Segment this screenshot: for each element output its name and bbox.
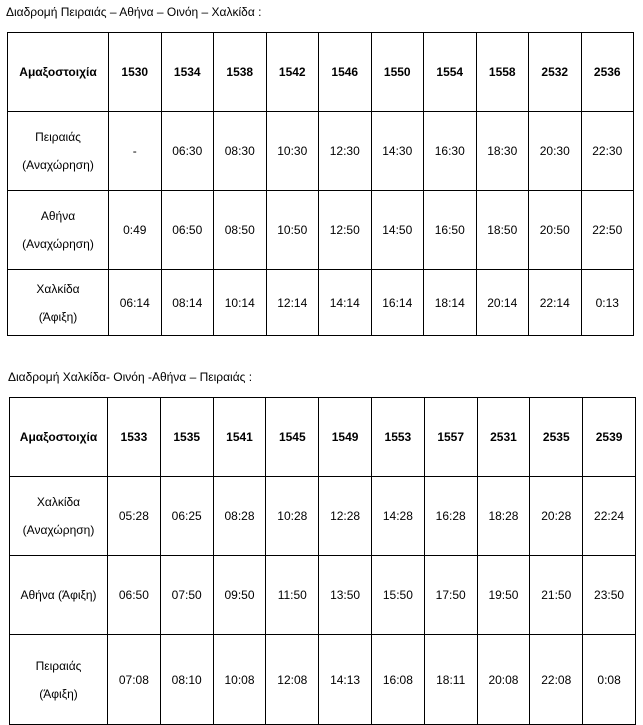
time-cell: 14:14 [319,270,372,336]
time-cell: 12:08 [266,635,319,725]
time-cell: 06:25 [160,477,213,556]
station-name: Χαλκίδα [36,281,80,296]
train-number: 1553 [371,398,424,477]
train-number: 2532 [529,33,582,112]
time-cell: 18:30 [476,112,529,191]
time-cell: - [109,112,162,191]
time-cell: 09:50 [213,556,266,635]
train-number: 1554 [424,33,477,112]
time-cell: 22:50 [581,191,634,270]
time-cell: 0:08 [583,635,636,725]
time-cell: 10:08 [213,635,266,725]
time-cell: 16:50 [424,191,477,270]
time-cell: 18:50 [476,191,529,270]
station-name: Αθήνα (Άφιξη) [20,588,97,602]
station-direction: (Αναχώρηση) [22,523,95,537]
time-cell: 20:14 [476,270,529,336]
time-cell: 20:28 [530,477,583,556]
time-cell: 08:28 [213,477,266,556]
station-label [10,635,108,725]
time-cell: 16:14 [371,270,424,336]
time-cell: 12:14 [266,270,319,336]
time-cell: 10:50 [266,191,319,270]
station-name: Αθήνα [40,209,76,223]
train-number: 2531 [477,398,530,477]
train-number: 1542 [266,33,319,112]
time-cell: 20:08 [477,635,530,725]
train-number: 1550 [371,33,424,112]
train-number: 1549 [319,398,372,477]
train-number: 2536 [581,33,634,112]
time-cell: 14:13 [319,635,372,725]
time-cell: 18:11 [424,635,477,725]
timetable-route2 [9,397,636,725]
time-cell: 18:28 [477,477,530,556]
time-cell: 18:14 [424,270,477,336]
time-cell: 10:28 [266,477,319,556]
train-number: 1530 [109,33,162,112]
train-number: 2539 [583,398,636,477]
time-cell: 06:14 [109,270,162,336]
time-cell: 20:50 [529,191,582,270]
train-number: 2535 [530,398,583,477]
station-row [8,112,634,191]
time-cell: 10:30 [266,112,319,191]
station-name: Πειραιάς [35,658,82,673]
time-cell: 17:50 [424,556,477,635]
time-cell: 23:50 [583,556,636,635]
route1-title: Διαδρομή Πειραιάς – Αθήνα – Οινόη – Χαλκίδα : [6,5,262,19]
time-cell: 13:50 [319,556,372,635]
time-cell: 06:30 [161,112,214,191]
time-cell: 08:50 [214,191,267,270]
header-train-label: Αμαξοστοιχία [8,33,109,112]
time-cell: 22:24 [583,477,636,556]
train-number: 1533 [108,398,161,477]
station-label [8,112,109,191]
time-cell: 20:30 [529,112,582,191]
station-name: Χαλκίδα [36,495,81,509]
time-cell: 06:50 [161,191,214,270]
timetable-route1 [7,32,634,336]
time-cell: 22:08 [530,635,583,725]
time-cell: 12:50 [319,191,372,270]
time-cell: 22:30 [581,112,634,191]
time-cell: 11:50 [266,556,319,635]
train-number: 1545 [266,398,319,477]
train-number: 1541 [213,398,266,477]
time-cell: 08:30 [214,112,267,191]
route2-title: Διαδρομή Χαλκίδα- Οινόη -Αθήνα – Πειραιάς : [8,370,253,384]
time-cell: 15:50 [371,556,424,635]
header-train-label: Αμαξοστοιχία [10,398,108,477]
time-cell: 07:08 [108,635,161,725]
station-direction: (Άφιξη) [39,686,78,701]
station-row [10,635,636,725]
time-cell: 05:28 [108,477,161,556]
train-number: 1538 [214,33,267,112]
station-row [10,556,636,635]
train-number: 1558 [476,33,529,112]
header-row [10,398,636,477]
station-direction: (Άφιξη) [38,309,78,324]
time-cell: 14:50 [371,191,424,270]
time-cell: 19:50 [477,556,530,635]
time-cell: 16:28 [424,477,477,556]
station-label [8,191,109,270]
header-row [8,33,634,112]
time-cell: 07:50 [160,556,213,635]
time-cell: 10:14 [214,270,267,336]
train-number: 1557 [424,398,477,477]
time-cell: 14:30 [371,112,424,191]
station-label [10,556,108,635]
station-label [10,477,108,556]
time-cell: 0:13 [581,270,634,336]
time-cell: 16:08 [371,635,424,725]
time-cell: 16:30 [424,112,477,191]
time-cell: 0:49 [109,191,162,270]
time-cell: 21:50 [530,556,583,635]
station-row [10,477,636,556]
time-cell: 14:28 [371,477,424,556]
time-cell: 12:28 [319,477,372,556]
train-number: 1546 [319,33,372,112]
time-cell: 06:50 [108,556,161,635]
station-direction: (Αναχώρηση) [22,158,94,172]
train-number: 1534 [161,33,214,112]
station-name: Πειραιάς [35,130,81,144]
time-cell: 22:14 [529,270,582,336]
time-cell: 08:14 [161,270,214,336]
station-label [8,270,109,336]
time-cell: 12:30 [319,112,372,191]
station-row [8,191,634,270]
time-cell: 08:10 [160,635,213,725]
station-row [8,270,634,336]
station-direction: (Αναχώρηση) [22,237,94,251]
train-number: 1535 [160,398,213,477]
